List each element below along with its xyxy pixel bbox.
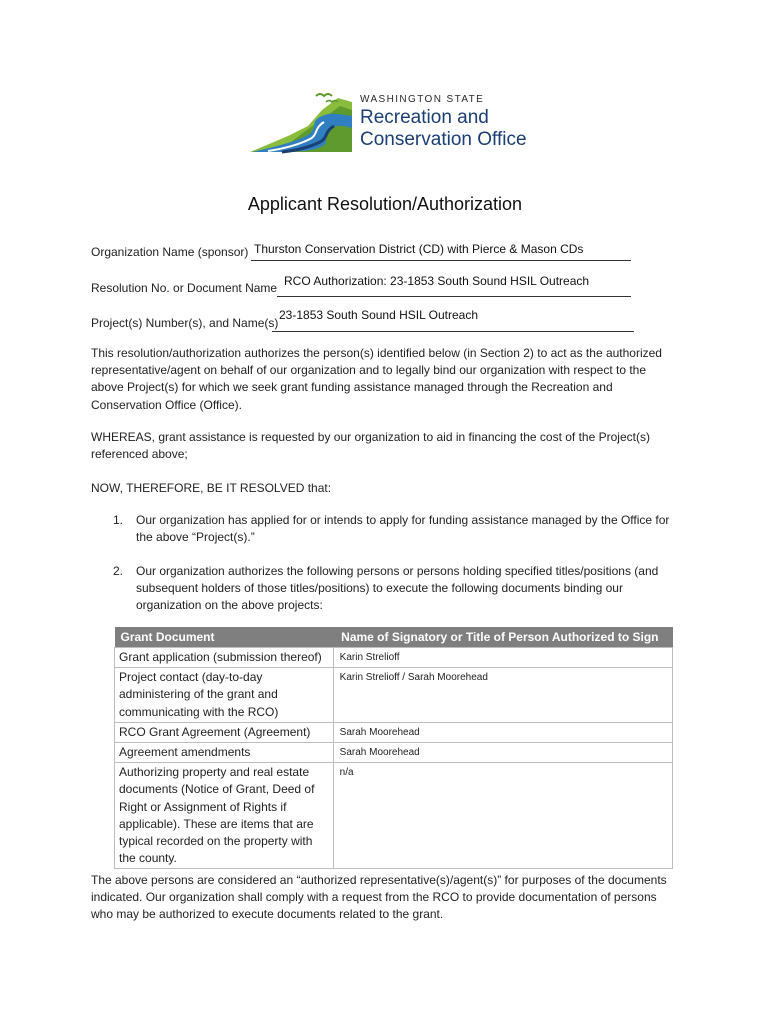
- table-header-row: [115, 627, 673, 648]
- list-item-1-number: 1.: [113, 513, 124, 527]
- rco-logo: [248, 88, 528, 158]
- grant-document-cell: Project contact (day-to-day administering of the grant and communicating with the RCO): [115, 668, 334, 723]
- table-row: [115, 743, 673, 763]
- paragraph-authorization: This resolution/authorization authorizes the person(s) identified below (in Section 2) to act as the authorized representative/agent on behalf of our organization and to legally bind our organization with respect to the above Project(s) for which we seek grant funding assistance managed through the Recreation and Conservation Office (Office).: [91, 346, 662, 412]
- organization-label: Organization Name (sponsor): [91, 245, 249, 259]
- list-item-1: [113, 512, 673, 548]
- table-row: [115, 763, 673, 869]
- resolution-label: Resolution No. or Document Name: [91, 281, 278, 295]
- organization-value[interactable]: Thurston Conservation District (CD) with Pierce & Mason CDs: [254, 242, 584, 256]
- paragraph-authorized-representatives: The above persons are considered an “authorized representative(s)/agent(s)” for purposes of the documents indicated. Our organization shall comply with a request from the RCO to provide documentation of persons who may be authorized to execute documents related to the grant.: [91, 873, 667, 922]
- resolution-value[interactable]: RCO Authorization: 23-1853 South Sound HSIL Outreach: [284, 274, 590, 288]
- column-header-signatory: Name of Signatory or Title of Person Authorized to Sign: [333, 627, 672, 648]
- signatory-cell[interactable]: Sarah Moorehead: [333, 722, 672, 742]
- project-value[interactable]: 23-1853 South Sound HSIL Outreach: [279, 308, 479, 322]
- rco-landscape-icon: [248, 88, 358, 154]
- list-item-2-number: 2.: [113, 564, 124, 578]
- grant-document-cell: RCO Grant Agreement (Agreement): [115, 722, 334, 742]
- grant-document-table: [114, 627, 673, 869]
- list-item-2-text: Our organization authorizes the following persons or persons holding specified titles/positions (and subsequent holders of those titles/positions) to execute the following documents binding our organization on the above projects:: [136, 564, 659, 613]
- list-item-1-text: Our organization has applied for or intends to apply for funding assistance managed by the Office for the above “Project(s).”: [136, 513, 670, 545]
- project-label: Project(s) Number(s), and Name(s): [91, 316, 279, 330]
- table-row: [115, 648, 673, 668]
- page-title: Applicant Resolution/Authorization: [247, 194, 523, 214]
- grant-document-cell: Grant application (submission thereof): [115, 648, 334, 668]
- signatory-cell[interactable]: Sarah Moorehead: [333, 743, 672, 763]
- signatory-cell[interactable]: Karin Strelioff: [333, 648, 672, 668]
- table-row: [115, 668, 673, 723]
- logo-line-1: Recreation and: [360, 107, 489, 128]
- logo-line-2: Conservation Office: [360, 129, 527, 150]
- signatory-cell[interactable]: Karin Strelioff / Sarah Moorehead: [333, 668, 672, 723]
- resolution-field-row: [91, 274, 636, 299]
- project-field-row: [91, 308, 636, 334]
- paragraph-whereas: WHEREAS, grant assistance is requested by our organization to aid in financing the cost of the Project(s) referenced above;: [91, 430, 650, 462]
- grant-document-cell: Agreement amendments: [115, 743, 334, 763]
- logo-state-text: WASHINGTON STATE: [360, 94, 485, 105]
- column-header-grant-document: Grant Document: [115, 627, 334, 648]
- list-item-2: [113, 563, 673, 615]
- table-row: [115, 722, 673, 742]
- organization-field-row: [91, 242, 636, 263]
- signatory-cell[interactable]: n/a: [333, 763, 672, 869]
- grant-document-cell: Authorizing property and real estate documents (Notice of Grant, Deed of Right or Assignment of Rights if applicable). These are items that are typical recorded on the property with the county.: [115, 763, 334, 869]
- paragraph-now-therefore: NOW, THEREFORE, BE IT RESOLVED that:: [91, 481, 332, 495]
